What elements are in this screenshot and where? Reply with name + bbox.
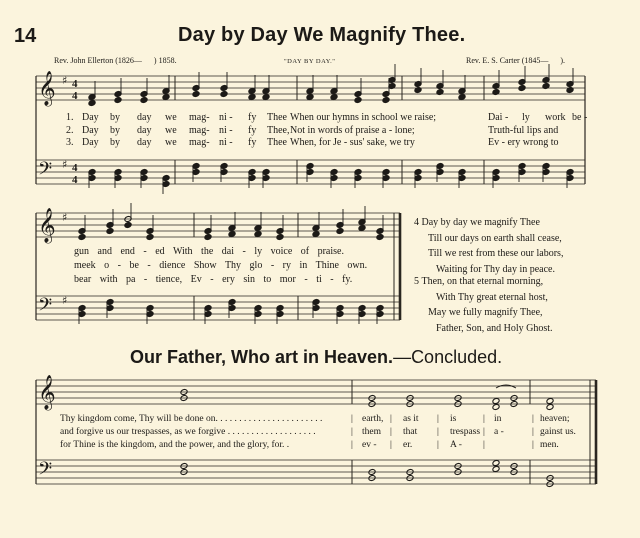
chant-bar: | [532,427,534,437]
lyric-word: Truth-ful lips and [488,125,559,136]
chant-word: them [362,427,381,437]
lyric-word: mag- [189,137,210,148]
lyric-word: Thee [267,112,287,123]
bass-clef: 𝄢 [38,295,53,320]
lyric-word: Thee [267,137,287,148]
stanza-number: 5 [414,276,419,287]
lyric-word: Day [82,125,99,136]
lyric-word: When our hymns in school we raise; [290,112,437,123]
chant-word: A - [450,440,462,450]
lyric-word: ni - [219,125,233,136]
lyric-word: mag- [189,112,210,123]
chant-word: a - [494,427,504,437]
lyric-word: ni - [219,112,233,123]
chant-bar: | [437,414,439,424]
treble-clef: 𝄞 [38,71,56,106]
note-head [492,398,500,405]
chant-word: er. [403,440,413,450]
chant-bar: | [437,427,439,437]
author-credit: Rev. John Ellerton (1826— ) 1858. [54,56,177,65]
lyric-word: we [165,125,177,136]
verse-number: 2. [66,125,74,136]
chant-recitation: for Thine is the kingdom, and the power, and the glory, for. . [60,440,290,450]
lyric-word: we [165,137,177,148]
chant-bar: | [351,427,353,437]
stanza-5: 5 Then, on that eternal morning, With Thy great eternal host, May we fully magnify Thee, Father, Son, and Holy Ghost. [414,276,553,334]
note-head [228,231,236,238]
note-head [192,91,200,98]
note-head [492,466,500,473]
note-head [146,234,154,241]
note-head [330,94,338,101]
lyric-line: gun and end - ed With the dai - ly voice of praise. [74,246,344,257]
chant-bar: | [437,440,439,450]
note-head [220,91,228,98]
note-head [546,398,554,405]
verse-number: 1. [66,112,74,123]
bass-clef: 𝄢 [38,159,53,184]
lyric-word: by [110,137,120,148]
composer-credit: Rev. E. S. Carter (1845— ). [466,56,566,65]
chant-bar: | [532,440,534,450]
chant-bar: | [390,427,392,437]
chant-word: that [403,427,418,437]
lyric-word: Thee, [267,125,290,136]
note-head [492,404,500,411]
chant-word: heaven; [540,414,570,424]
key-signature: ♯ [62,211,68,224]
chant-word: gainst us. [540,427,576,437]
chant-word: is [450,414,457,424]
chant-recitation: and forgive us our trespasses, as we forgive . . . . . . . . . . . . . . . . . . . [60,427,316,437]
chant-word: in [494,414,502,424]
lyric-word: day [137,112,152,123]
chant-word: trespass [450,427,481,437]
tune-name: "DAY BY DAY." [284,58,336,65]
lyric-word: by [110,112,120,123]
time-signature: 4 [72,78,78,90]
note-head [254,231,262,238]
note-head [162,94,170,101]
note-head [248,94,256,101]
note-head [492,460,500,467]
chant-bar: | [351,440,353,450]
lyric-word: be - [572,112,588,123]
note-head [262,94,270,101]
note-head [376,234,384,241]
chant-bar: | [390,414,392,424]
note-head [458,94,466,101]
note-head [546,404,554,411]
lyric-word: When, for Je - sus' sake, we try [290,137,415,148]
note-head [358,225,366,232]
chant-recitation: Thy kingdom come, Thy will be done on. . . . . . . . . . . . . . . . . . . . . . . [60,414,323,424]
lyric-word: by [110,125,120,136]
chant-word: ev - [362,440,377,450]
time-signature: 4 [72,162,78,174]
lyric-word: fy [248,112,257,123]
lyric-line: bear with pa - tience, Ev - ery sin to mor - ti - fy. [74,274,353,285]
chant-title: Our Father, Who art in Heaven.—Concluded. [130,347,503,367]
stanza-4: 4 Day by day we magnify Thee Till our days on earth shall cease, Till we rest from these our labors, Waiting for Thy day in peace. [414,217,564,275]
bass-clef: 𝄢 [38,459,53,484]
verse-number: 3. [66,137,74,148]
chant-bar: | [483,414,485,424]
lyric-word: Day [82,137,99,148]
note-head [88,100,96,107]
note-head [140,97,148,104]
lyric-word: fy [248,137,257,148]
chant-bar: | [483,427,485,437]
note-head [354,97,362,104]
lyric-word: Dai - [488,112,509,123]
treble-clef: 𝄞 [38,375,56,410]
note-head [518,85,526,92]
key-signature: ♯ [62,294,68,307]
note-head [78,234,86,241]
note-head [204,234,212,241]
chant-word: earth, [362,414,384,424]
note-head [306,94,314,101]
lyric-word: Day [82,112,99,123]
note-head [124,222,132,229]
key-signature: ♯ [62,158,68,171]
key-signature: ♯ [62,74,68,87]
note-head [382,97,390,104]
lyric-word: fy [248,125,257,136]
lyric-word: Ev - ery wrong to [488,137,559,148]
chant-bar: | [390,440,392,450]
lyric-word: day [137,125,152,136]
lyric-word: Not in words of praise a - lone; [290,125,415,136]
note-head [336,228,344,235]
lyric-word: ni - [219,137,233,148]
hymn-title: Day by Day We Magnify Thee. [178,24,466,46]
note-head [312,231,320,238]
treble-clef: 𝄞 [38,208,56,243]
chant-bar: | [483,440,485,450]
chant-word: men. [540,440,559,450]
lyric-word: mag- [189,125,210,136]
note-head [106,228,114,235]
chant-word: as it [403,414,419,424]
time-signature: 4 [72,90,78,102]
note-head [114,97,122,104]
note-head [276,234,284,241]
chant-bar: | [351,414,353,424]
slur [496,385,516,388]
stanza-number: 4 [414,217,419,228]
time-signature: 4 [72,174,78,186]
lyric-word: day [137,137,152,148]
lyric-word: work [545,112,566,123]
lyric-word: ly [522,112,530,123]
lyric-word: we [165,112,177,123]
lyric-line: meek o - be - dience Show Thy glo - ry in Thine own. [74,260,368,271]
chant-bar: | [532,414,534,424]
page-number: 14 [14,25,37,47]
